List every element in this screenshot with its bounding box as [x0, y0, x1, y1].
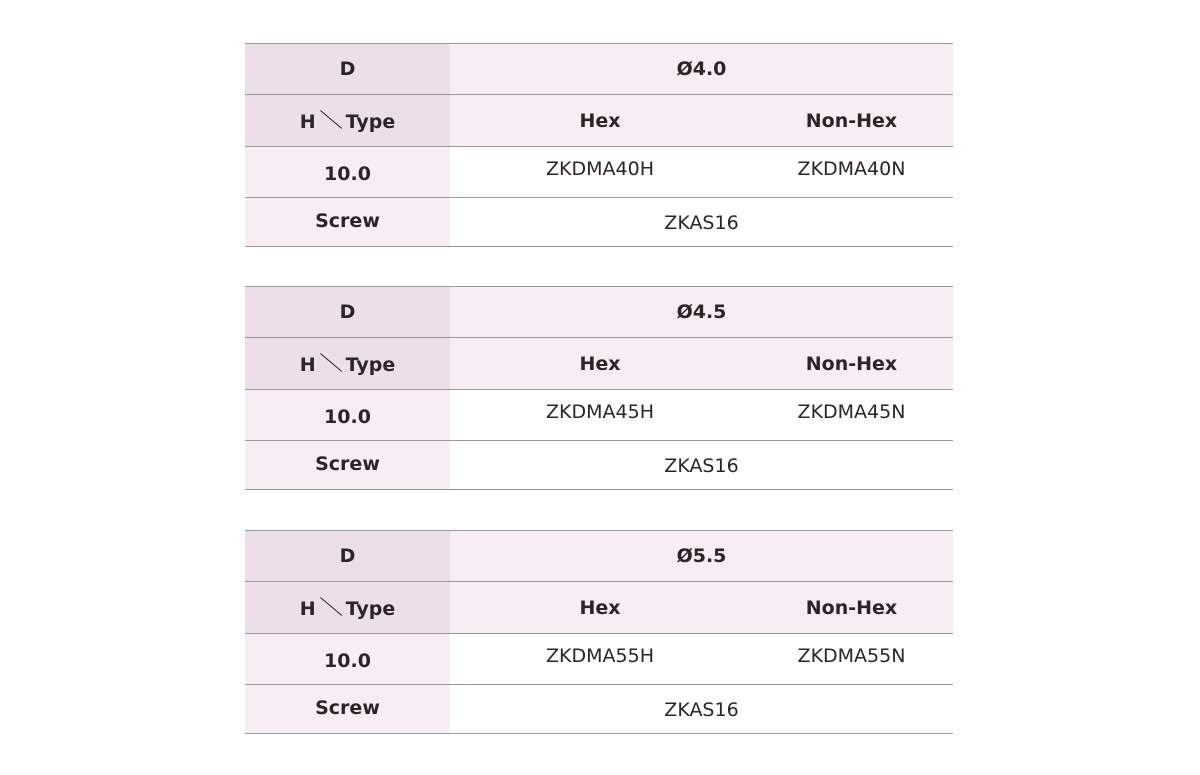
nonhex-code: ZKDMA40N [797, 158, 906, 180]
hex-header: Hex [450, 95, 750, 147]
screw-row [245, 685, 953, 734]
hex-header: Hex [450, 582, 750, 634]
height-value-cell [245, 634, 450, 685]
height-type-label [245, 582, 450, 634]
height-value-cell [245, 390, 450, 441]
height-label: H [299, 597, 316, 620]
screw-code: ZKAS16 [664, 455, 739, 477]
type-header-row [245, 582, 953, 634]
diameter-label: D [245, 531, 450, 582]
screw-row [245, 441, 953, 490]
screw-label: Screw [315, 210, 380, 232]
screw-label-cell [245, 441, 450, 490]
hex-code-cell [450, 390, 750, 441]
nonhex-header: Non-Hex [750, 338, 953, 390]
diameter-value: Ø4.0 [450, 44, 953, 95]
type-label: Type [345, 597, 396, 620]
type-header-row [245, 338, 953, 390]
hex-code: ZKDMA55H [546, 645, 654, 667]
screw-label-cell [245, 685, 450, 734]
hex-code-cell [450, 147, 750, 198]
screw-code: ZKAS16 [664, 699, 739, 721]
diagonal-divider-icon [320, 109, 342, 131]
diameter-value: Ø5.5 [450, 531, 953, 582]
code-row [245, 147, 953, 198]
hex-header: Hex [450, 338, 750, 390]
diameter-row [245, 44, 953, 95]
diagonal-divider-icon [320, 596, 342, 618]
diameter-label: D [245, 287, 450, 338]
height-value: 10.0 [324, 406, 371, 428]
screw-code-cell [450, 198, 953, 247]
nonhex-code-cell [750, 634, 953, 685]
diameter-label: D [245, 44, 450, 95]
hex-code: ZKDMA40H [546, 158, 654, 180]
nonhex-code-cell [750, 147, 953, 198]
screw-label: Screw [315, 453, 380, 475]
screw-row [245, 198, 953, 247]
diameter-value: Ø4.5 [450, 287, 953, 338]
height-value: 10.0 [324, 650, 371, 672]
screw-label-cell [245, 198, 450, 247]
height-value-cell [245, 147, 450, 198]
screw-code-cell [450, 685, 953, 734]
diameter-row [245, 287, 953, 338]
nonhex-code-cell [750, 390, 953, 441]
spec-table-d55 [245, 530, 953, 734]
type-label: Type [345, 110, 396, 133]
hex-code-cell [450, 634, 750, 685]
code-row [245, 390, 953, 441]
screw-code: ZKAS16 [664, 212, 739, 234]
nonhex-header: Non-Hex [750, 582, 953, 634]
hex-code: ZKDMA45H [546, 401, 654, 423]
code-row [245, 634, 953, 685]
spec-table-d40 [245, 43, 953, 247]
screw-label: Screw [315, 697, 380, 719]
type-label: Type [345, 353, 396, 376]
height-type-label [245, 338, 450, 390]
screw-code-cell [450, 441, 953, 490]
nonhex-code: ZKDMA45N [797, 401, 906, 423]
nonhex-code: ZKDMA55N [797, 645, 906, 667]
height-type-label [245, 95, 450, 147]
height-label: H [299, 353, 316, 376]
nonhex-header: Non-Hex [750, 95, 953, 147]
height-label: H [299, 110, 316, 133]
diameter-row [245, 531, 953, 582]
height-value: 10.0 [324, 163, 371, 185]
type-header-row [245, 95, 953, 147]
spec-table-d45 [245, 286, 953, 490]
diagonal-divider-icon [320, 352, 342, 374]
